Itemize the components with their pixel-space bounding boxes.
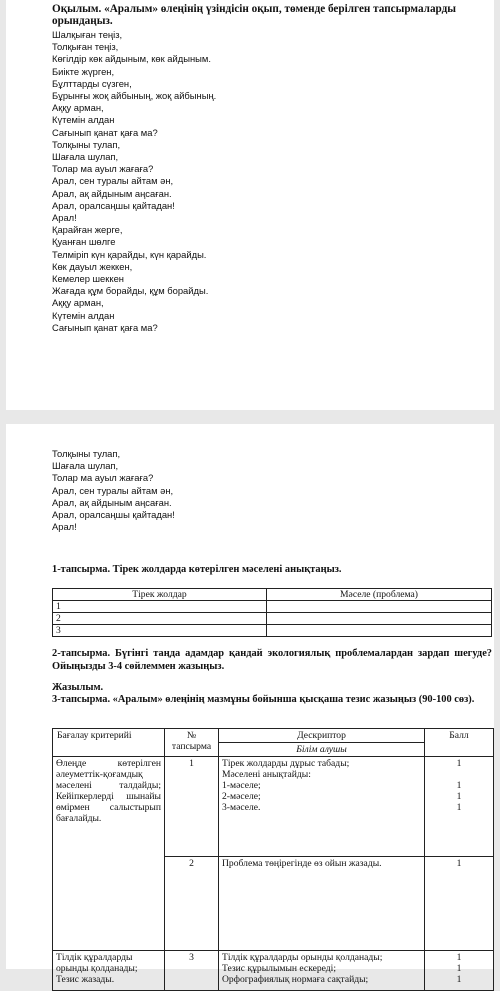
poem-line: Аққу арман, — [52, 297, 104, 309]
descriptor-cell-1 — [219, 757, 425, 857]
descriptor-line: 1-мәселе; — [222, 780, 261, 791]
table-row — [53, 613, 492, 625]
poem-line: Толқыған теңіз, — [52, 41, 119, 53]
poem-line: Сағынып қанат қаға ма? — [52, 321, 158, 333]
poem-line: Көк дауыл жеккен, — [52, 260, 133, 272]
descriptor-line: 2-мәселе; — [222, 791, 261, 802]
score-value: 1 — [456, 952, 462, 963]
score-value: 1 — [456, 974, 462, 985]
task-1-heading: 1-тапсырма. Тірек жолдарда көтерілген мәселені анықтаңыз. — [52, 564, 342, 575]
poem-line: Жағада құм борайды, құм борайды. — [52, 285, 209, 297]
poem-line: Арал, оралсаңшы қайтадан! — [52, 509, 175, 521]
descriptor-header: Дескриптор — [219, 729, 425, 743]
table1-row-number: 1 — [53, 601, 267, 613]
descriptor-line: Тірек жолдарды дұрыс табады; — [222, 758, 350, 769]
table1-answer-cell[interactable] — [267, 625, 492, 637]
descriptor-line: Орфографиялық нормаға сақтайды; — [222, 974, 369, 985]
poem-line: Толқыны тулап, — [52, 448, 121, 459]
poem-line: Арал, ақ айдыным аңсаған. — [52, 496, 172, 508]
poem-line: Толқыны тулап, — [52, 138, 121, 150]
poem-line: Арал, оралсаңшы қайтадан! — [52, 199, 175, 211]
table1-answer-cell[interactable] — [267, 601, 492, 613]
table1-answer-cell[interactable] — [267, 613, 492, 625]
table-row — [53, 601, 492, 613]
poem-line: Толар ма ауыл жағаға? — [52, 472, 154, 484]
table1-row-number: 3 — [53, 625, 267, 637]
poem-line: Арал, ақ айдыным аңсаған. — [52, 187, 172, 199]
task-number-header: № тапсырма — [165, 729, 219, 757]
score-value: 1 — [456, 802, 462, 813]
score-header: Балл — [425, 729, 494, 757]
poem-line: Шалқыған теңіз, — [52, 29, 123, 40]
poem-line: Күтемін алдан — [52, 309, 115, 321]
poem-line: Арал! — [52, 521, 77, 533]
poem-line: Арал! — [52, 212, 77, 224]
poem-line: Бұрынғы жоқ айбының, жоқ айбының. — [52, 90, 217, 102]
poem-line: Кемелер шеккен — [52, 273, 124, 285]
descriptor-line: 3-мәселе. — [222, 802, 261, 813]
page-1 — [6, 0, 494, 410]
descriptor-cell-2: Проблема төңірегінде өз ойын жазады. — [219, 857, 425, 951]
table-row — [53, 757, 494, 857]
page-2 — [6, 424, 494, 985]
descriptor-cell-3 — [219, 951, 425, 991]
table-row — [53, 951, 494, 991]
score-value: 1 — [456, 758, 462, 769]
descriptor-subheader: Білім алушы — [219, 743, 425, 757]
poem-line: Аққу арман, — [52, 102, 104, 114]
score-cell-2: 1 — [425, 857, 494, 951]
table1-row-number: 2 — [53, 613, 267, 625]
poem-line: Биікте жүрген, — [52, 65, 115, 77]
poem-line: Шағала шулап, — [52, 151, 119, 163]
poem-line: Күтемін алдан — [52, 114, 115, 126]
poem-line: Телміріп күн қарайды, күн қарайды. — [52, 248, 207, 260]
poem-line: Сағынып қанат қаға ма? — [52, 126, 158, 138]
poem-line: Арал, сен туралы айтам ән, — [52, 175, 174, 187]
poem-excerpt — [52, 29, 216, 334]
score-value: 1 — [456, 963, 462, 974]
task-1-table — [52, 588, 492, 637]
descriptor-line: Тезис құрылымын ескереді; — [222, 963, 337, 974]
criteria-header: Бағалау критерийі — [53, 729, 165, 757]
reading-heading: Оқылым. «Аралым» өлеңінің үзіндісін оқып, төменде берілген тапсырмаларды орындаңыз. — [52, 3, 457, 27]
task-3-heading: 3-тапсырма. «Аралым» өлеңінің мазмұны бойынша қысқаша тезис жазыңыз (90-100 сөз). — [52, 694, 475, 705]
poem-line: Шағала шулап, — [52, 460, 119, 472]
descriptor-line: Мәселені анықтайды: — [222, 769, 311, 780]
table1-header-lines: Тірек жолдар — [53, 589, 267, 601]
writing-heading: Жазылым. — [52, 682, 104, 693]
poem-line: Бұлттарды сүзген, — [52, 77, 132, 89]
score-cell-1 — [425, 757, 494, 857]
score-value: 1 — [456, 780, 462, 791]
score-cell-3 — [425, 951, 494, 991]
task-number-cell: 1 — [165, 757, 219, 857]
criteria-cell-3: Тілдік құралдарды орынды қолданады; Тезис жазады. — [53, 951, 165, 991]
poem-line: Қуанған шөлге — [52, 236, 116, 248]
poem-line: Қарайған жерге, — [52, 224, 123, 236]
table1-header-problem: Мәселе (проблема) — [267, 589, 492, 601]
score-value — [428, 769, 490, 780]
poem-line: Көгілдір көк айдыным, көк айдыным. — [52, 53, 211, 65]
task-number-cell: 2 — [165, 857, 219, 951]
criteria-cell-1: Өлеңде көтерілген әлеуметтік-қоғамдық мәселені талдайды; Кейіпкерлерді шынайы өмірмен салыстырып бағалайды. — [53, 757, 165, 951]
task-number-cell: 3 — [165, 951, 219, 991]
task-2-heading: 2-тапсырма. Бүгінгі таңда адамдар қандай экологиялық проблемалардан зардап шегуде? Ойыңызды 3-4 сөйлеммен жазыңыз. — [52, 648, 492, 672]
poem-line: Толар ма ауыл жағаға? — [52, 163, 154, 175]
assessment-table — [52, 728, 494, 991]
poem-excerpt-continued — [52, 448, 175, 533]
table-row — [53, 625, 492, 637]
score-value: 1 — [456, 791, 462, 802]
poem-line: Арал, сен туралы айтам ән, — [52, 484, 174, 496]
descriptor-line: Тілдік құралдарды орынды қолданады; — [222, 952, 383, 963]
